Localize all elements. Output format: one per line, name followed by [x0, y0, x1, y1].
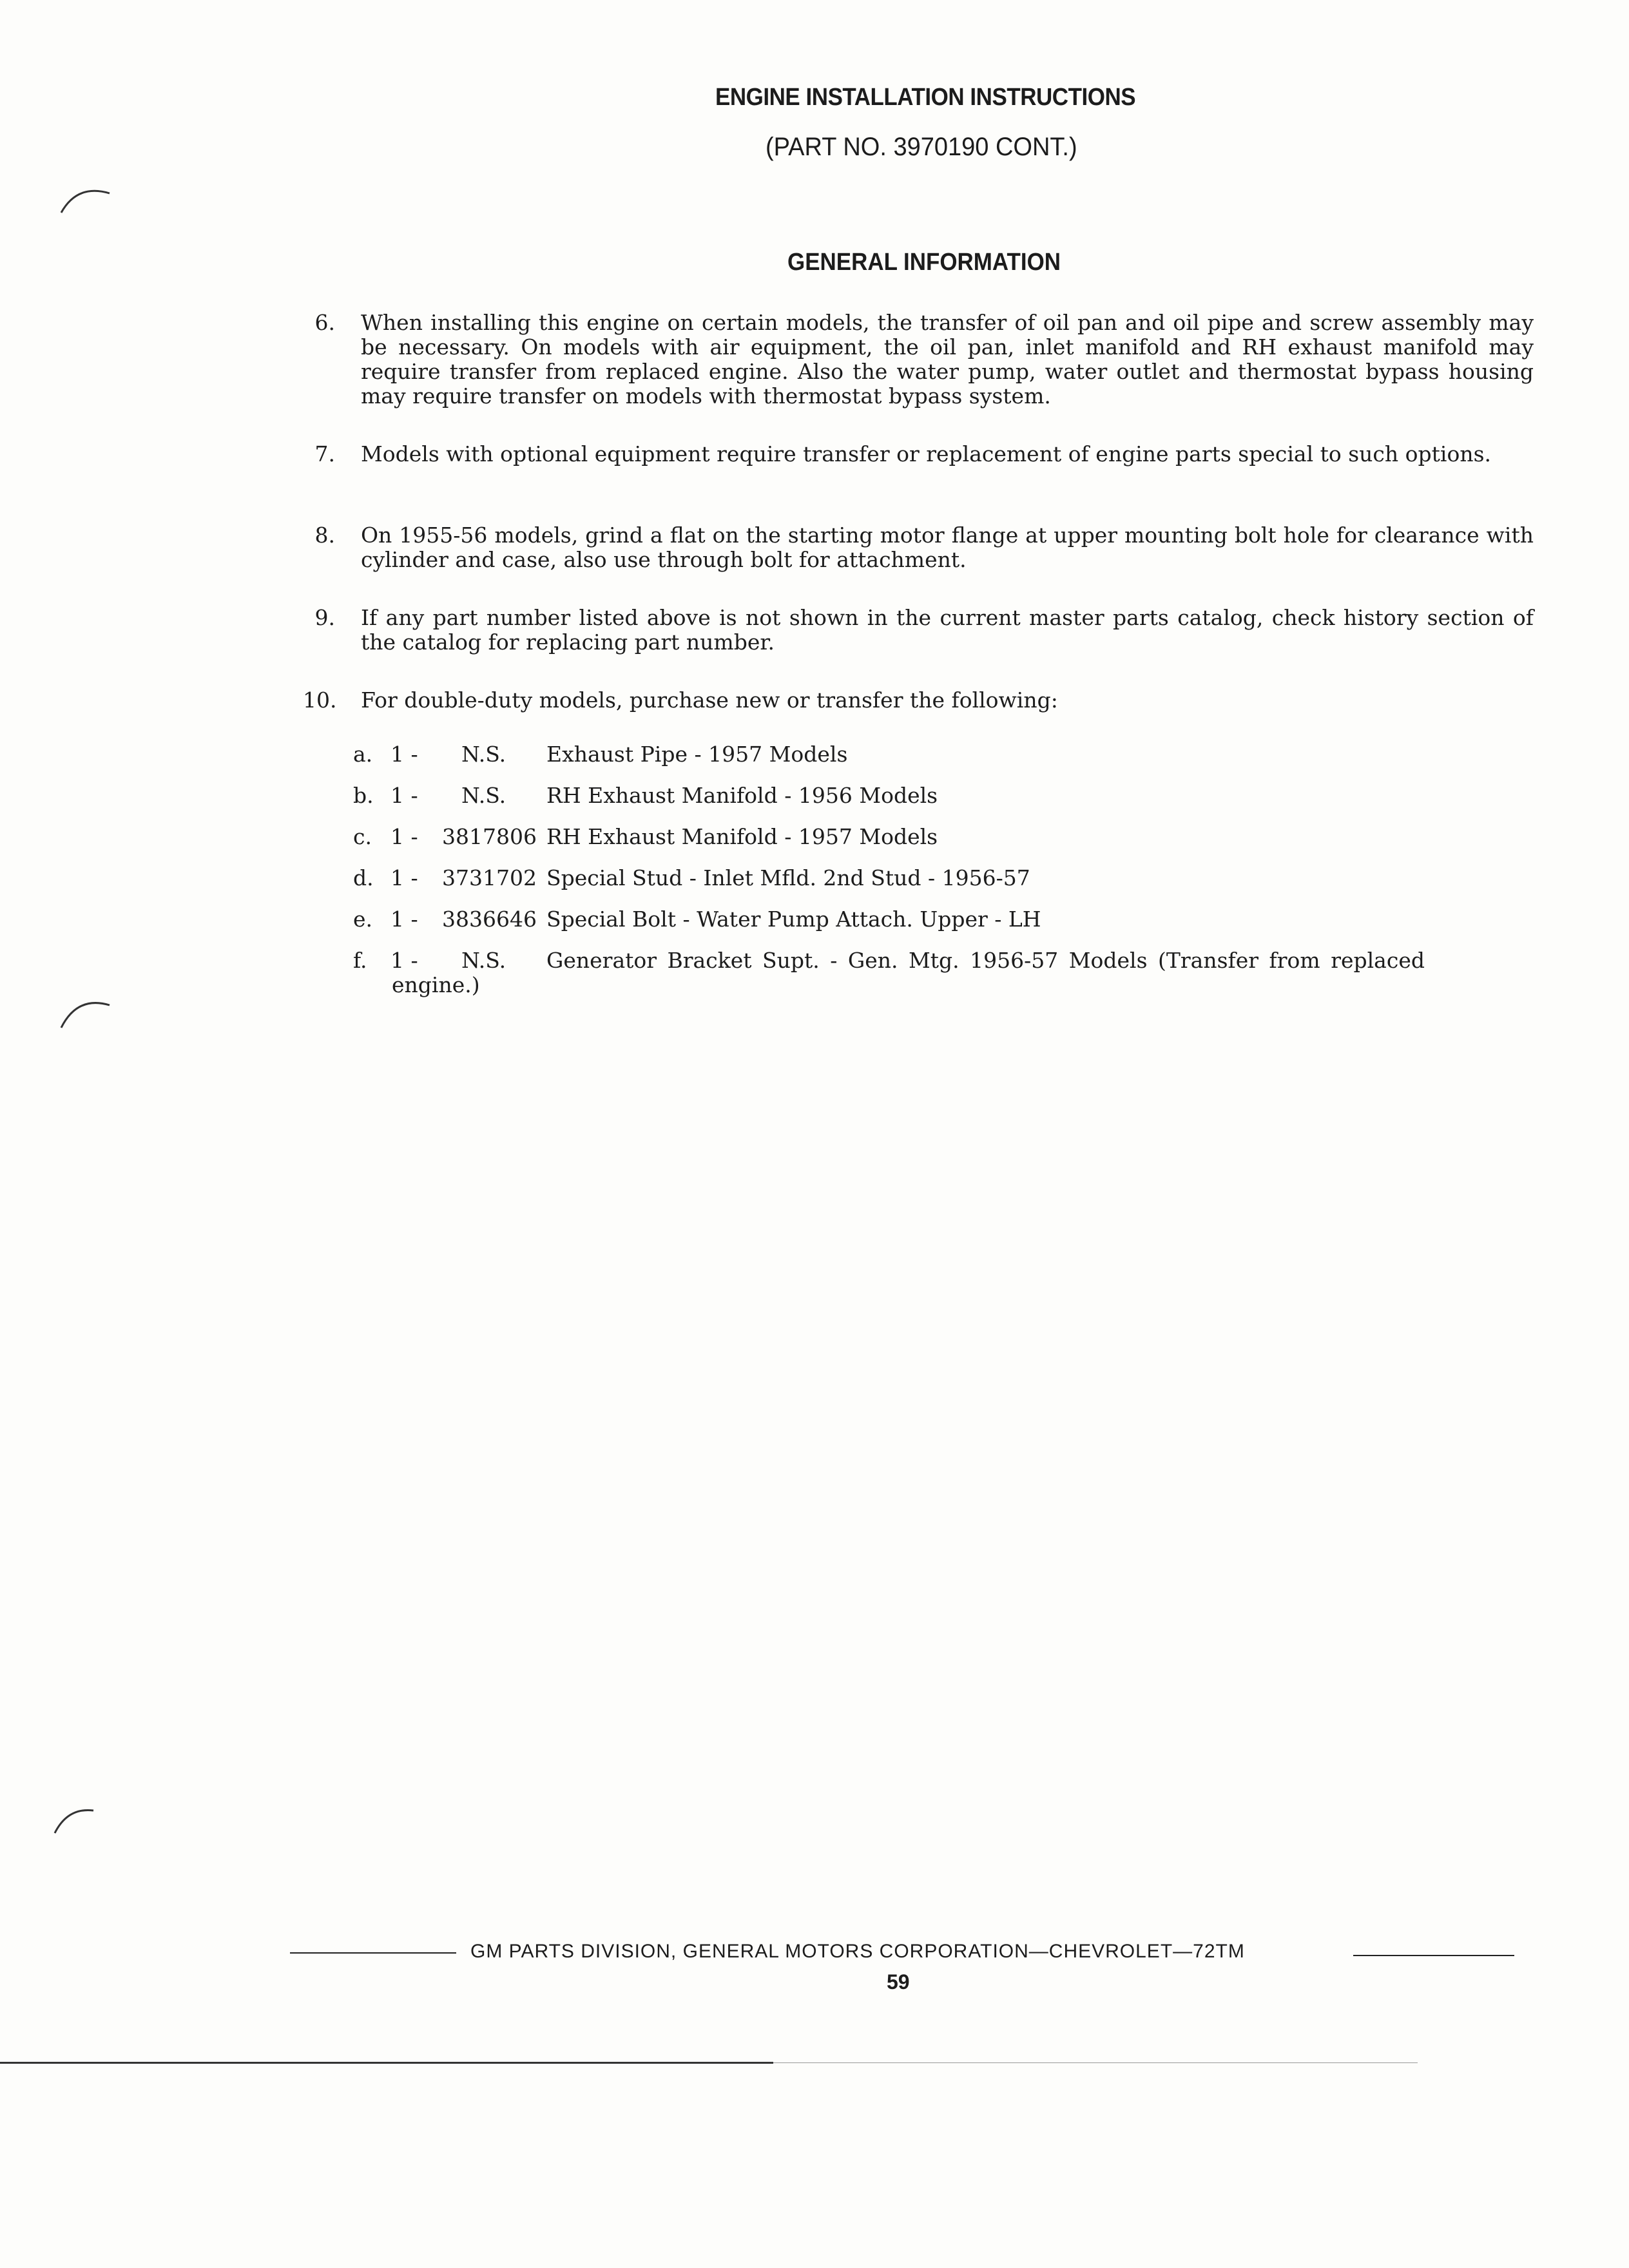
sub-item-letter: d. [353, 865, 374, 890]
punch-hole-mark-top [58, 180, 116, 219]
sub-item-letter: b. [353, 783, 374, 808]
sub-item-qty: 1 - [390, 948, 418, 973]
sub-item-desc: Exhaust Pipe - 1957 Models [546, 742, 848, 767]
scan-bottom-rule [0, 2062, 773, 2064]
sub-item-qty: 1 - [390, 865, 418, 890]
sub-item-qty: 1 - [390, 783, 418, 808]
page-title: ENGINE INSTALLATION INSTRUCTIONS [715, 84, 1136, 111]
sub-item-qty: 1 - [390, 907, 418, 932]
scan-bottom-rule-faint [773, 2062, 1418, 2063]
item-text: For double-duty models, purchase new or transfer the following: [361, 687, 1058, 713]
sub-item-desc: Special Stud - Inlet Mfld. 2nd Stud - 1956-57 [546, 865, 1030, 890]
item-text: If any part number listed above is not shown in the current master parts catalog, check history section of the catalog for replacing part number. [361, 605, 1534, 655]
sub-item-part: 3731702 [442, 865, 537, 890]
sub-item-desc: RH Exhaust Manifold - 1957 Models [546, 824, 938, 849]
item-text: When installing this engine on certain models, the transfer of oil pan and oil pipe and screw assembly may be necessary. On models with air equipment, the oil pan, inlet manifold and RH exhaust manifold may require transfer from replaced engine. Also the water pump, water outlet and thermostat bypass housing may require transfer on models with thermostat bypass system. [361, 310, 1534, 408]
sub-item-letter: f. [353, 948, 367, 973]
list-item-7 [309, 442, 1534, 466]
list-item-10 [303, 687, 1534, 713]
list-item-9 [309, 606, 1534, 655]
item-text: On 1955-56 models, grind a flat on the starting motor flange at upper mounting bolt hole for clearance with cylinder and case, also use through bolt for attachment. [361, 523, 1534, 572]
sub-item-letter: a. [353, 742, 373, 767]
sub-item-qty: 1 - [390, 742, 418, 767]
footer-rule-right [1353, 1955, 1514, 1956]
punch-hole-mark-bottom [52, 1798, 103, 1836]
item-number: 7. [314, 441, 335, 466]
sub-item-part: N.S. [461, 742, 506, 767]
page-number: 59 [887, 1970, 910, 1994]
footer-rule-left [290, 1952, 456, 1954]
section-title: GENERAL INFORMATION [787, 249, 1061, 276]
sub-item-part: 3836646 [442, 907, 537, 932]
sub-item-part: N.S. [461, 948, 506, 973]
sub-item-continuation: engine.) [392, 972, 480, 997]
sub-item-desc: Generator Bracket Supt. - Gen. Mtg. 1956-57 Models (Transfer from replaced [546, 948, 1425, 973]
sub-item-letter: c. [353, 824, 372, 849]
sub-item-desc: RH Exhaust Manifold - 1956 Models [546, 783, 938, 808]
list-item-8 [309, 523, 1534, 572]
list-item-6 [309, 311, 1534, 408]
item-number: 6. [314, 310, 335, 335]
page-subtitle: (PART NO. 3970190 CONT.) [766, 133, 1077, 161]
item-number: 10. [303, 687, 337, 713]
sub-item-part: 3817806 [442, 824, 537, 849]
item-number: 9. [314, 605, 335, 630]
punch-hole-mark-middle [58, 992, 116, 1031]
sub-item-qty: 1 - [390, 824, 418, 849]
footer-text: GM PARTS DIVISION, GENERAL MOTORS CORPORATION—CHEVROLET—72TM [470, 1941, 1245, 1962]
item-text: Models with optional equipment require transfer or replacement of engine parts special to such options. [361, 441, 1492, 466]
item-number: 8. [314, 523, 335, 548]
sub-item-part: N.S. [461, 783, 506, 808]
sub-item-letter: e. [353, 907, 373, 932]
sub-item-desc: Special Bolt - Water Pump Attach. Upper - LH [546, 907, 1041, 932]
